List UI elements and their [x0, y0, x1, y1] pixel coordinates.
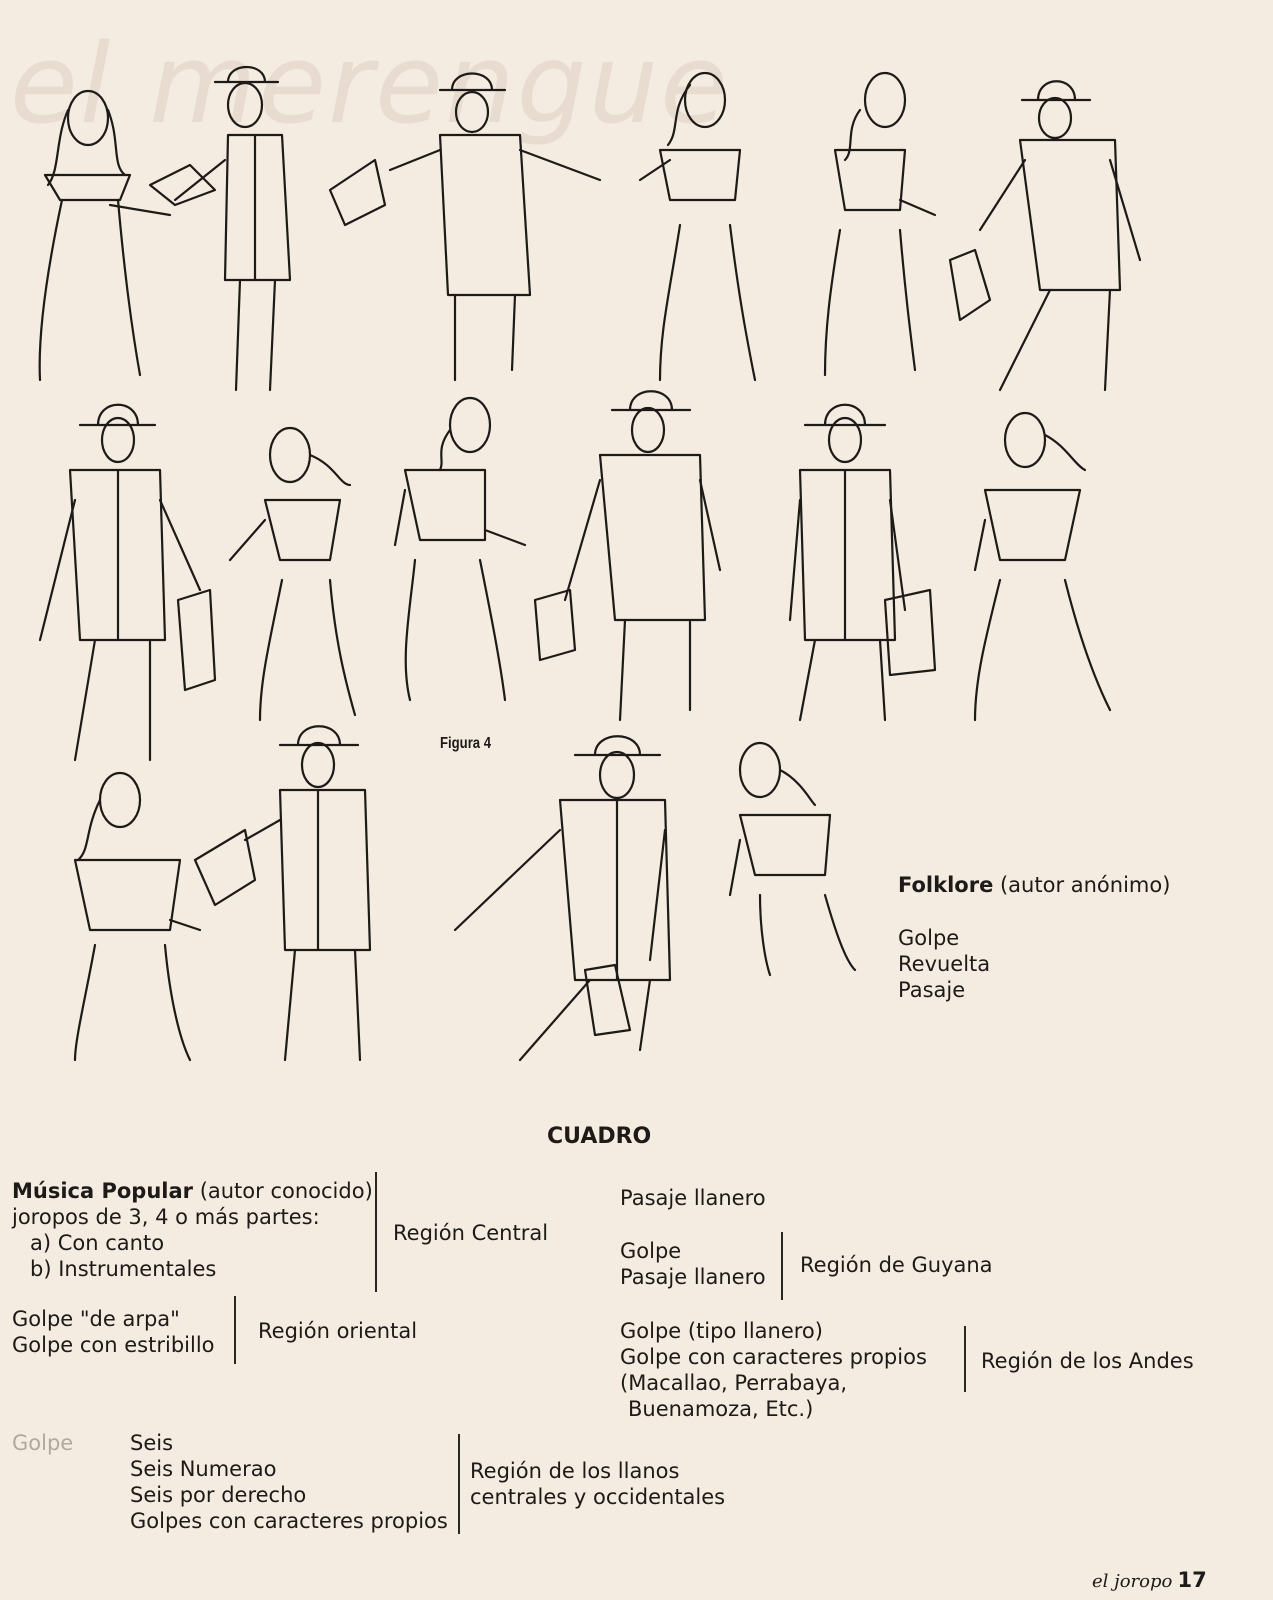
page-number: 17: [1177, 1568, 1207, 1592]
andes-region: Región de los Andes: [981, 1349, 1194, 1373]
central-line2: joropos de 3, 4 o más partes:: [12, 1205, 320, 1229]
page-footer: [1092, 1568, 1207, 1592]
dancer-couple-2: [330, 73, 755, 380]
dancer-couple-1: [40, 67, 290, 390]
folklore-heading: [898, 872, 1170, 898]
guyana-item: Pasaje llanero: [620, 1265, 766, 1289]
oriental-line2: Golpe con estribillo: [12, 1333, 215, 1357]
central-heading-bold: Música Popular: [12, 1179, 194, 1203]
figure-caption: Figura 4: [440, 735, 492, 752]
pasaje-llanero: Pasaje llanero: [620, 1186, 766, 1210]
llanos-region: [470, 1458, 725, 1510]
central-heading-rest: (autor conocido): [193, 1179, 373, 1203]
oriental-line1: Golpe "de arpa": [12, 1307, 180, 1331]
oriental-region: Región oriental: [258, 1319, 418, 1343]
llanos-list: [130, 1430, 448, 1534]
divider: [964, 1326, 966, 1392]
dancer-couple-7: [75, 726, 370, 1060]
folklore-item: Revuelta: [898, 952, 991, 976]
dancer-couple-6: [790, 405, 1110, 720]
central-region: Región Central: [393, 1221, 549, 1245]
llanos-region-line2: centrales y occidentales: [470, 1485, 726, 1509]
guyana-region: Región de Guyana: [800, 1253, 993, 1277]
llanos-item: Seis: [130, 1431, 174, 1455]
folklore-item: Pasaje: [898, 978, 966, 1002]
background-title: el merengue: [10, 20, 730, 148]
guyana-list: [620, 1238, 766, 1290]
folklore-item: Golpe: [898, 926, 960, 950]
andes-item: (Macallao, Perrabaya,: [620, 1371, 848, 1395]
andes-list: [620, 1318, 927, 1422]
guyana-item: Golpe: [620, 1239, 682, 1263]
folklore-heading-rest: (autor anónimo): [993, 873, 1171, 897]
divider: [234, 1296, 236, 1364]
central-item-b: b) Instrumentales: [30, 1257, 217, 1281]
llanos-item: Seis por derecho: [130, 1483, 307, 1507]
folklore-heading-bold: Folklore: [898, 873, 994, 897]
central-heading: [12, 1178, 373, 1204]
central-item-a: a) Con canto: [30, 1231, 165, 1255]
divider: [458, 1434, 460, 1534]
dancer-couple-8: [455, 736, 855, 1060]
oriental-list: [12, 1306, 215, 1358]
folklore-list: [898, 925, 990, 1003]
llanos-item: Seis Numerao: [130, 1457, 277, 1481]
book-title: el joropo: [1092, 1571, 1173, 1592]
central-list: [12, 1178, 373, 1282]
divider: [781, 1232, 783, 1300]
dancer-couple-5: [395, 391, 720, 720]
llanos-label: Golpe: [12, 1431, 74, 1455]
andes-item: Golpe con caracteres propios: [620, 1345, 927, 1369]
cuadro-title: CUADRO: [547, 1124, 652, 1149]
andes-item: Buenamoza, Etc.): [628, 1397, 814, 1421]
llanos-item: Golpes con caracteres propios: [130, 1509, 448, 1533]
dancer-couple-3: [825, 73, 1140, 390]
divider: [375, 1172, 377, 1292]
andes-item: Golpe (tipo llanero): [620, 1319, 823, 1343]
dancer-couple-4: [40, 405, 355, 760]
llanos-region-line1: Región de los llanos: [470, 1459, 680, 1483]
